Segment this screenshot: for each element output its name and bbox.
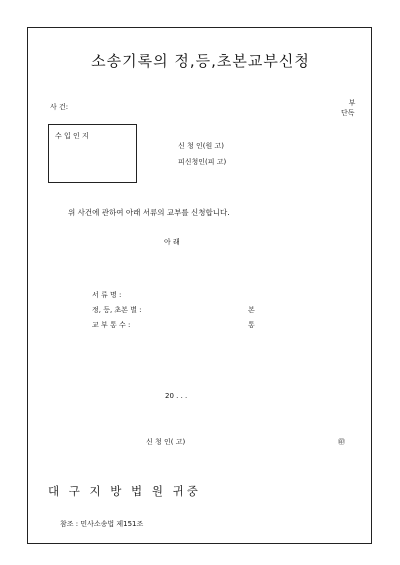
copies-unit: 통 <box>248 321 255 329</box>
signer-label: 신 청 인( 고) <box>146 438 186 446</box>
copies-label: 교 부 통 수 : <box>92 321 131 329</box>
applicant-label: 신 청 인(원 고) <box>178 142 224 150</box>
seal-mark: ㊞ <box>338 438 345 446</box>
form-title: 소송기록의 정,등,초본교부신청 <box>91 52 310 70</box>
request-sentence: 위 사건에 관하여 아래 서류의 교부를 신청합니다. <box>68 208 230 217</box>
copy-type-unit: 본 <box>248 306 255 314</box>
case-label: 사 건: <box>50 103 69 111</box>
copy-type-label: 정, 등, 초본 별 : <box>92 306 142 314</box>
respondent-label: 피신청인(피 고) <box>178 158 227 166</box>
revenue-stamp-label: 수 입 인 지 <box>55 132 89 140</box>
date-line: 20 . . . <box>165 392 188 400</box>
document-name-label: 서 류 명 : <box>92 291 122 299</box>
below-heading: 아 래 <box>164 238 180 246</box>
legal-reference: 참조 : 민사소송법 제151조 <box>60 520 144 528</box>
application-form <box>27 27 372 544</box>
division-label: 단독 <box>341 109 355 117</box>
court-name: 대 구 지 방 법 원 귀중 <box>48 484 201 498</box>
attach-label: 부 <box>348 99 356 107</box>
